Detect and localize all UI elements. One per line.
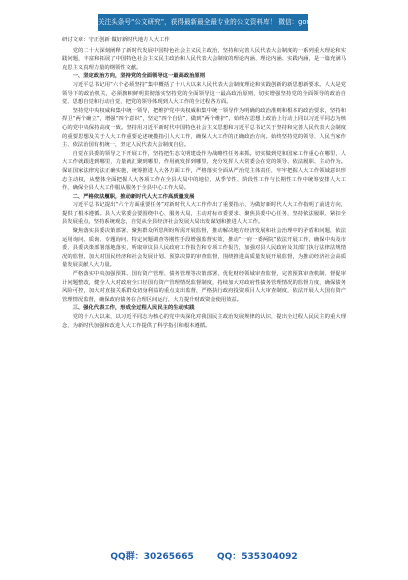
paragraph: 严格落实中央加强预算、国有资产管理、债务管理等决策部署，优化财经领域审查监督，完善预算审查机制、督促审计问题整改，健全人大对政府全口径国有资产管理情况监督制度，持续加大对政府性债务管理情况的监督力度，确保债务风险可控，加大对直接关系群众切身利益的重点支出监督，严格执行政府投资项目人大审查制度，依法开展人大国有资产管理情况监督，确保政府债务在合理区间运行，大力提升财政资金使用效益。 bbox=[62, 271, 346, 303]
qq-number: QQ：535304092 bbox=[216, 552, 298, 562]
paragraph: 党的十八大以来，以习近平同志为核心的党中央深化对我国民主政治发展规律的认识，提出全过程人民民主的重大理念，为新时代加强和改进人大工作提供了科学指引和根本遵循。 bbox=[62, 314, 346, 329]
paragraph: 自觉在县委的领导之下开展工作，坚持把生态文明建设作为战略性任务来抓。切实做到党和国家工作重心在哪里，人大工作就跟进到哪里，力量就汇聚到哪里，作用就发挥到哪里，充分发挥人大常委会在党的领导、依法履职、主动作为。保证国家法律宪法正确实施，统筹推进人大各方面工作，严格落实全面从严治党主体责任，牢牢把握人大工作领域意识形态主动权，从整体全面把握人大各项工作在全县大局中的地位，从季节性、阶段性工作与长期性工作中统筹安排人大工作，确保全县人大工作服从服务于全县中心工作大局。 bbox=[62, 150, 346, 192]
section-heading: 二、严格依法履职，推动新时代人大工作高质量发展 bbox=[72, 193, 195, 200]
contact-footer bbox=[0, 549, 408, 562]
paragraph: 坚持党中央权威和集中统一领导，把维护党中央权威和集中统一领导作为明确的政治准则和根本的政治要求，坚持和捍卫“两个确立”，增强“四个意识”，坚定“四个自信”，做到“两个维护”，始终在思想上政治上行动上同以习近平同志为核心的党中央保持高度一致。坚持用习近平新时代中国特色社会主义思想和习近平总书记关于坚持和完善人民代表大会制度的重要思想及关于人大工作重要论述统揽指引人大工作，确保人大工作的正确政治方向。始终坚持党的领导、人民当家作主、依法治国有机统一，坚定人民代表大会制度自信。 bbox=[62, 107, 346, 149]
section-heading: 三、强化代表工作，形成全过程人民民主的生动实践 bbox=[72, 305, 195, 312]
document-title: 研讨文章：守正创新 做好新时代地方人大工作 bbox=[62, 37, 170, 43]
qq-group-number: QQ群：30265665 bbox=[110, 552, 194, 562]
promo-banner[interactable]: 关注头条号“公文研究”，获得最新最全最专业的公文资料库！ 微信：gongwenyj bbox=[98, 14, 308, 31]
paragraph: 党的二十大深刻阐释了新时代发展中国特色社会主义民主政治，坚持和完善人民代表大会制度的一系列重大理论和实践问题，丰富和拓展了中国特色社会主义民主政治和人民代表大会制度的理论内涵、理论内涵、实践内涵，是一篇充满马克思主义真理力量的纲领性文献。 bbox=[62, 47, 346, 71]
paragraph: 习近平总书记用“六个必须坚持”集中概括了十八大以来人民代表大会制度理论和实践创新的新思想新要求。人大是党领导下的政治机关，必须旗帜鲜明贯彻落实坚持党的全面领导这一最高政治原则，切实增强坚持党的全面领导的政治自觉、思想自觉和行动自觉，把党的领导体现到人大工作的全过程各方面。 bbox=[62, 81, 346, 106]
section-heading: 一、坚定政治方向，坚持党的全面领导这一最高政治原则 bbox=[72, 73, 206, 80]
paragraph: 聚焦落实县委决策部署、聚焦群众所思所盼所需开展监督，推动解决地方经济发展和社会治理中的矛盾和问题，依法运用询问、质询、专题询问、特定问题调查等刚性手段增强监督实效，推动“一府一委两院”依法开展工作，确保中央及市委、县委决策部署落地落实，听取审议县人民政府工作报告和专项工作报告，加强对县人民政府及其部门执行法律法规情况的监督，加大对国民经济和社会发展计划、预算决算的审查监督，围绕推进高质量发展开展监督，为推动经济社会高质量发展贡献人大力量。 bbox=[62, 228, 346, 269]
paragraph: 习近平总书记提出“六个方面重要任务”对新时代人大工作作出了重要指示，为做好新时代人大工作指明了前进方向，提供了根本遵循。县人大常委会要围绕中心、服务大局，主动对标市委要求、聚焦县委中心任务，坚持依法履职、紧扣全县发展重点，坚持系统观念，自觉从全县经济社会发展大局出发谋划和推进人大工作。 bbox=[62, 202, 346, 226]
document-body bbox=[62, 36, 346, 546]
